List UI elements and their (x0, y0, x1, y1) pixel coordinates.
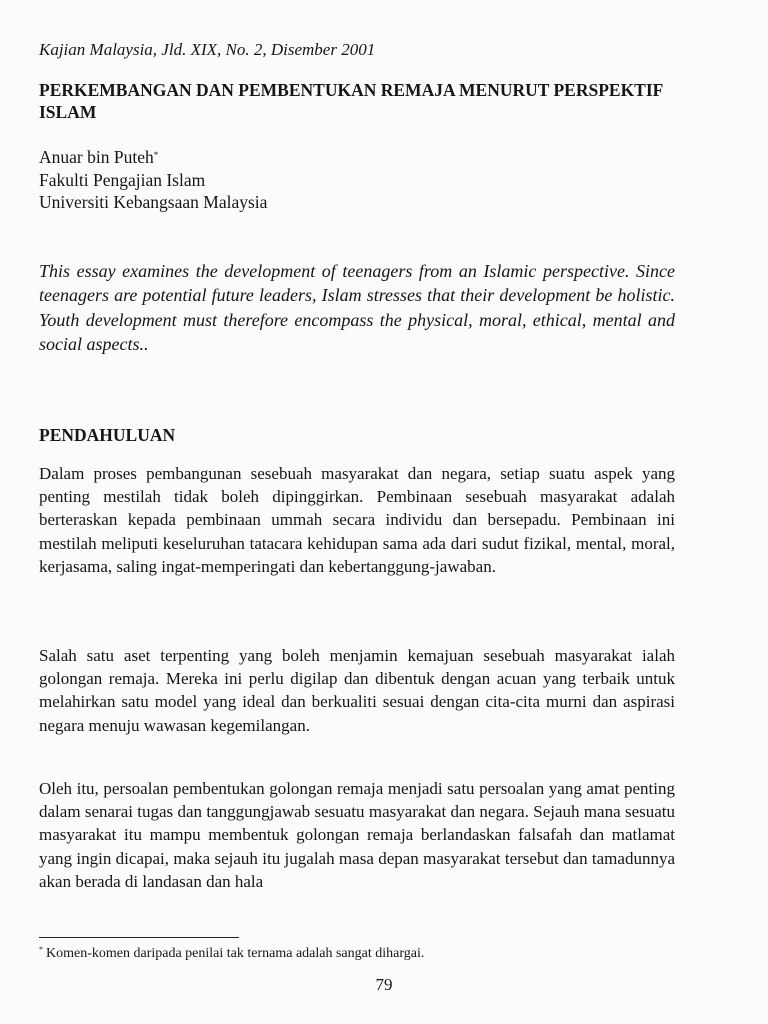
footnote-mark: * (39, 945, 43, 954)
author-footnote-mark: * (153, 150, 159, 160)
abstract: This essay examines the development of teenagers from an Islamic perspective. Since teenagers are potential future leaders, Islam stresses that their development be holistic. Youth development must therefore encompass the physical, moral, ethical, mental and social aspects.. (39, 261, 675, 354)
body-paragraph: Oleh itu, persoalan pembentukan golongan remaja menjadi satu persoalan yang amat penting dalam senarai tugas dan tanggungjawab sesuatu masyarakat dan negara. Sejauh mana sesuatu masyarakat itu mampu membentuk golongan remaja berlandaskan falsafah dan matlamat yang ingin dicapai, maka sejauh itu jugalah masa depan masyarakat tersebut dan tamadunnya akan berada di landasan dan hala (39, 779, 675, 891)
body-paragraph: Dalam proses pembangunan sesebuah masyarakat dan negara, setiap suatu aspek yang penting mestilah tidak boleh dipinggirkan. Pembinaan sesebuah masyarakat adalah berteraskan kepada pembinaan ummah secara individu dan bersepadu. Pembinaan ini mestilah meliputi keseluruhan tatacara kehidupan sama ada dari sudut fizikal, mental, moral, kerjasama, saling ingat-memperingati dan kebertanggung-jawaban. (39, 464, 675, 576)
section-heading: PENDAHULUAN (39, 425, 176, 445)
journal-header: Kajian Malaysia, Jld. XIX, No. 2, Disember 2001 (39, 40, 376, 59)
body-paragraph: Salah satu aset terpenting yang boleh menjamin kemajuan sesebuah masyarakat ialah golongan remaja. Mereka ini perlu digilap dan dibentuk dengan acuan yang terbaik untuk melahirkan satu model yang ideal dan berkualiti sesuai dengan cita-cita murni dan aspirasi negara menuju wawasan kegemilangan. (39, 646, 675, 735)
author-name-line (39, 146, 267, 169)
author-university: Universiti Kebangsaan Malaysia (39, 192, 268, 212)
footnote (39, 946, 424, 962)
article-title: PERKEMBANGAN DAN PEMBENTUKAN REMAJA MENURUT PERSPEKTIF ISLAM (39, 80, 663, 122)
footnote-text: Komen-komen daripada penilai tak ternama adalah sangat dihargai. (46, 946, 425, 961)
author-block (39, 146, 267, 214)
author-faculty: Fakulti Pengajian Islam (39, 169, 206, 190)
author-name: Anuar bin Puteh (39, 147, 154, 167)
footnote-divider (39, 937, 239, 938)
page-number: 79 (375, 975, 393, 994)
